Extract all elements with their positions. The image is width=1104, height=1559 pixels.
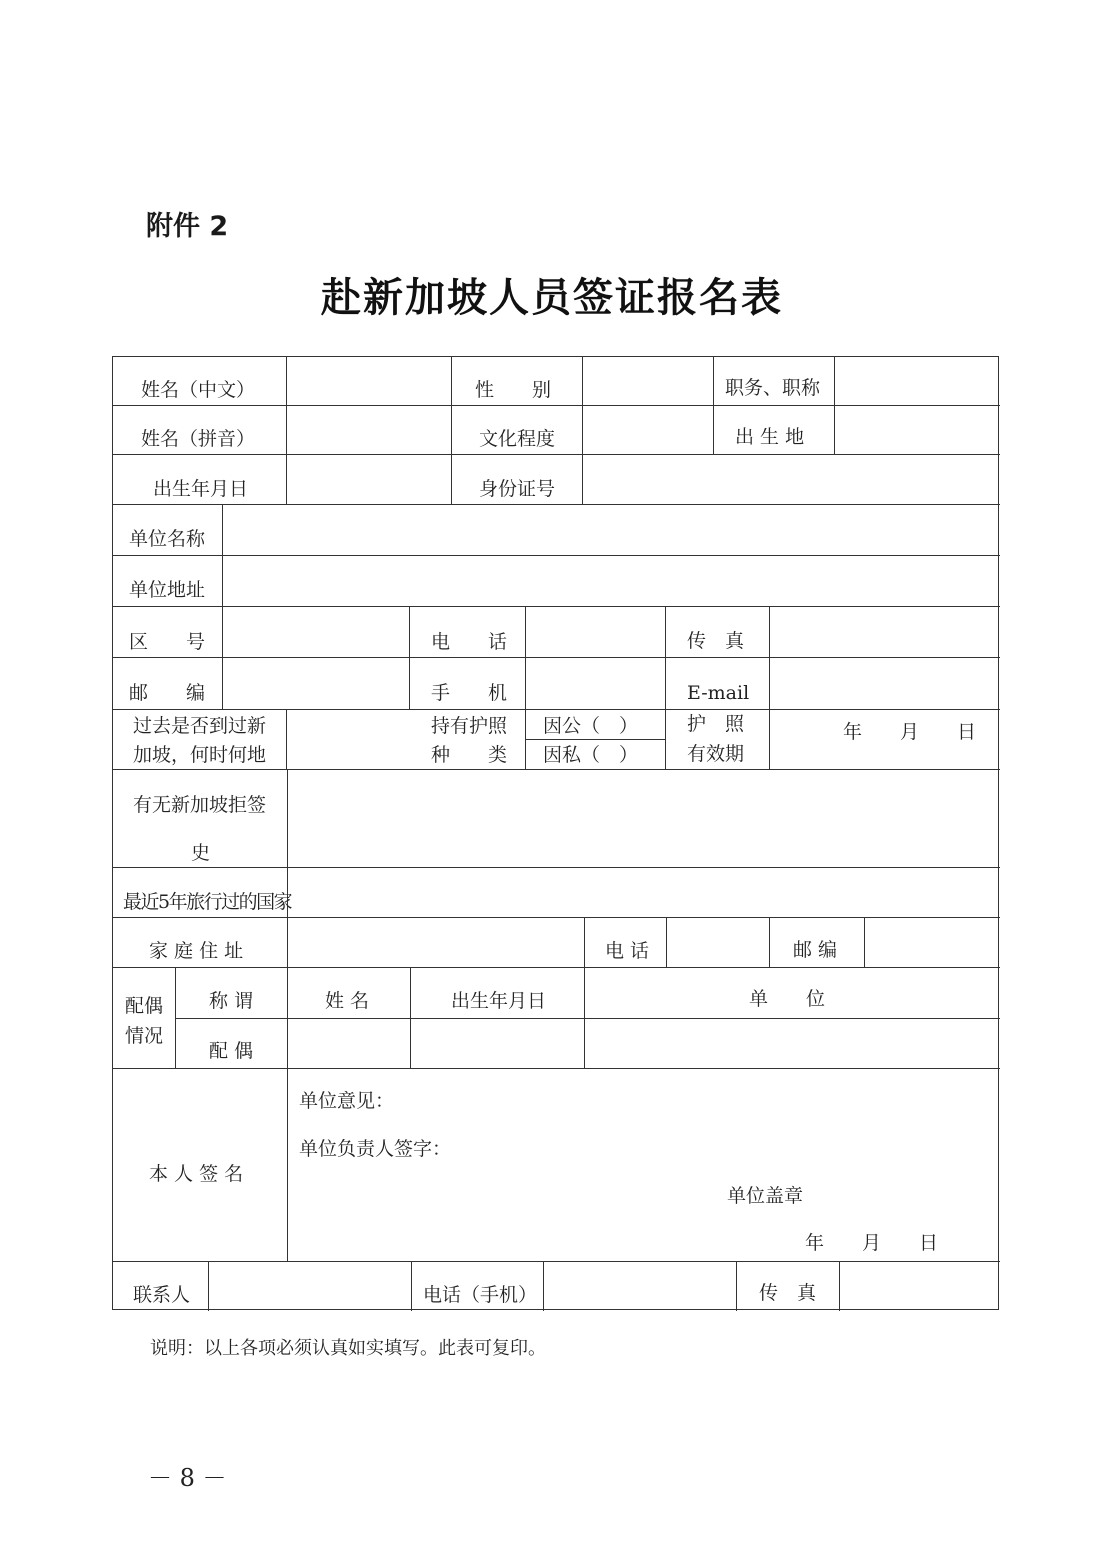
label-id-number: 身份证号 — [479, 478, 556, 500]
label-unit-name: 单位名称 — [129, 528, 206, 550]
label-position: 职务、职称 — [725, 377, 821, 399]
label-visited-1: 过去是否到过新 — [133, 715, 267, 737]
option-official: 因公（ ） — [543, 715, 639, 737]
row-line — [113, 867, 1000, 868]
col-line — [713, 357, 714, 454]
label-spouse-2: 情况 — [125, 1025, 164, 1047]
label-signature: 本 人 签 名 — [149, 1163, 244, 1185]
validity-date: 年 月 日 — [843, 721, 977, 743]
col-line — [286, 357, 287, 504]
col-line — [208, 1261, 209, 1311]
col-line — [666, 917, 667, 967]
row-line — [525, 739, 665, 740]
col-line — [287, 769, 288, 1261]
row-line — [113, 454, 1000, 455]
label-postcode: 邮 编 — [129, 682, 206, 704]
label-validity-1: 护 照 — [687, 713, 745, 735]
col-line — [543, 1261, 544, 1311]
row-line — [113, 657, 1000, 658]
label-sp-birthdate: 出生年月日 — [451, 990, 547, 1012]
label-visited-2: 加坡，何时何地 — [133, 744, 267, 766]
label-unit-opinion: 单位意见： — [299, 1090, 395, 1112]
form-note: 说明：以上各项必须认真如实填写。此表可复印。 — [150, 1338, 546, 1359]
col-line — [411, 1261, 412, 1311]
seal-date: 年 月 日 — [805, 1232, 939, 1254]
label-sp-name: 姓 名 — [325, 990, 370, 1012]
label-spouse-1: 配偶 — [125, 995, 164, 1017]
col-line — [286, 709, 287, 769]
col-line — [839, 1261, 840, 1311]
row-line — [113, 1068, 1000, 1069]
col-line — [665, 606, 666, 769]
row-line — [113, 555, 1000, 556]
label-education: 文化程度 — [479, 428, 556, 450]
label-countries: 最近5年旅行过的国家 — [123, 891, 292, 913]
label-area-code: 区 号 — [129, 631, 206, 653]
row-line — [113, 967, 1000, 968]
label-email: E-mail — [687, 682, 750, 704]
col-line — [451, 357, 452, 504]
page-number: － 8 － — [148, 1464, 227, 1492]
col-line — [525, 606, 526, 769]
row-line — [113, 917, 1000, 918]
col-line — [409, 606, 410, 709]
col-line — [834, 357, 835, 454]
col-line — [864, 917, 865, 967]
label-passport-type-2: 种 类 — [431, 744, 508, 766]
row-line — [113, 1261, 1000, 1262]
label-home-postcode: 邮 编 — [793, 939, 838, 961]
label-mobile: 手 机 — [431, 682, 508, 704]
col-line — [584, 967, 585, 1068]
label-sp-unit: 单 位 — [749, 988, 826, 1010]
attachment-label: 附件 2 — [146, 211, 229, 242]
row-line — [113, 405, 1000, 406]
col-line — [222, 504, 223, 709]
label-unit-address: 单位地址 — [129, 579, 206, 601]
label-fax: 传 真 — [687, 630, 745, 652]
row-line — [113, 606, 1000, 607]
col-line — [736, 1261, 737, 1311]
option-private: 因私（ ） — [543, 744, 639, 766]
label-seal: 单位盖章 — [727, 1185, 804, 1207]
visa-application-form — [112, 356, 999, 1310]
label-refusal-1: 有无新加坡拒签 — [133, 794, 267, 816]
label-gender: 性 别 — [475, 379, 552, 401]
label-home-phone: 电 话 — [605, 940, 650, 962]
row-line — [113, 769, 1000, 770]
label-validity-2: 有效期 — [687, 743, 745, 765]
label-contact-phone: 电话（手机） — [423, 1284, 538, 1306]
label-contact-fax: 传 真 — [759, 1282, 817, 1304]
col-line — [582, 357, 583, 504]
label-birthplace: 出 生 地 — [735, 426, 805, 448]
label-refusal-2: 史 — [191, 842, 211, 864]
label-phone: 电 话 — [431, 631, 508, 653]
row-line — [113, 504, 1000, 505]
label-relation: 称 谓 — [209, 990, 254, 1012]
row-line — [175, 1018, 1000, 1019]
col-line — [769, 917, 770, 967]
label-birthdate: 出生年月日 — [153, 478, 249, 500]
col-line — [584, 917, 585, 967]
label-leader-sign: 单位负责人签字： — [299, 1138, 452, 1160]
label-contact: 联系人 — [133, 1284, 191, 1306]
col-line — [175, 967, 176, 1068]
form-title: 赴新加坡人员签证报名表 — [321, 274, 783, 321]
label-name-pinyin: 姓名（拼音） — [141, 428, 256, 450]
label-home-address: 家 庭 住 址 — [149, 940, 244, 962]
col-line — [410, 967, 411, 1068]
label-name-cn: 姓名（中文） — [141, 379, 256, 401]
row-line — [113, 709, 1000, 710]
col-line — [769, 606, 770, 769]
label-passport-type-1: 持有护照 — [431, 715, 508, 737]
label-spouse-row: 配 偶 — [209, 1040, 254, 1062]
